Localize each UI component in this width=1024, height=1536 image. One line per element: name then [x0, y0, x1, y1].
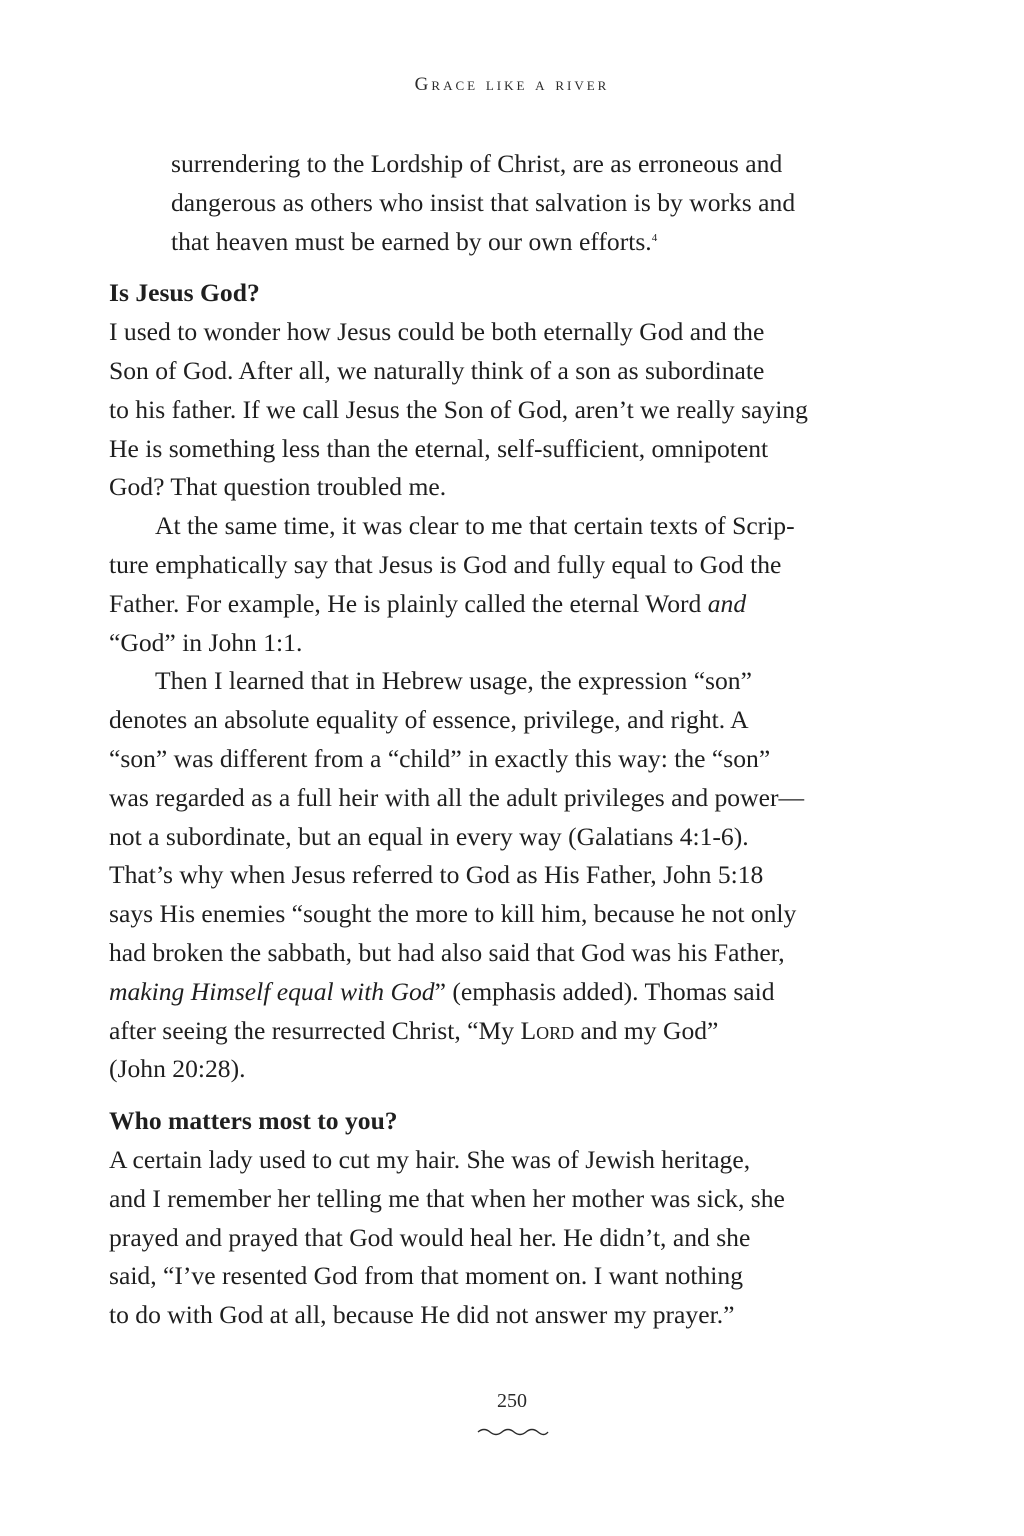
paragraph-text: and my God”	[574, 1015, 719, 1045]
section-heading-who-matters: Who matters most to you?	[109, 1106, 398, 1136]
paragraph-line: (John 20:28).	[109, 1054, 246, 1084]
paragraph-line: ture emphatically say that Jesus is God and fully equal to God the	[109, 549, 782, 579]
paragraph-line: God? That question troubled me.	[109, 472, 447, 502]
paragraph-line: to his father. If we call Jesus the Son of God, aren’t we really saying	[109, 394, 808, 424]
block-quote-line: surrendering to the Lordship of Christ, are as erroneous and	[171, 149, 783, 178]
paragraph-line: had broken the sabbath, but had also said that God was his Father,	[109, 937, 785, 967]
paragraph-line: I used to wonder how Jesus could be both eternally God and the	[109, 317, 765, 347]
body-text	[109, 145, 909, 1335]
paragraph-line	[109, 585, 909, 624]
paragraph-line: At the same time, it was clear to me that certain texts of Scrip-	[155, 511, 795, 541]
block-quote-line	[171, 223, 909, 262]
small-caps-text: Lord	[520, 1015, 575, 1045]
paragraph-line: Son of God. After all, we naturally think of a son as subordinate	[109, 355, 765, 385]
footnote-reference[interactable]: 4	[651, 231, 658, 244]
paragraph-line: That’s why when Jesus referred to God as His Father, John 5:18	[109, 860, 764, 890]
paragraph-line: “son” was different from a “child” in exactly this way: the “son”	[109, 743, 771, 773]
paragraph-line: not a subordinate, but an equal in every way (Galatians 4:1-6).	[109, 821, 749, 851]
page-number: 250	[497, 1390, 527, 1412]
block-quote-text: that heaven must be earned by our own efforts.	[171, 226, 652, 256]
block-quote	[171, 145, 909, 261]
paragraph-line: says His enemies “sought the more to kill him, because he not only	[109, 899, 797, 929]
paragraph-text: ” (emphasis added). Thomas said	[434, 976, 775, 1006]
paragraph-line	[109, 973, 909, 1012]
emphasis-text: making Himself equal with God	[109, 976, 435, 1006]
paragraph	[109, 662, 909, 1089]
section-heading-is-jesus-god: Is Jesus God?	[109, 278, 260, 308]
paragraph-line: prayed and prayed that God would heal her. He didn’t, and she	[109, 1222, 751, 1252]
paragraph-line: He is something less than the eternal, self-sufficient, omnipotent	[109, 433, 769, 463]
block-quote-line: dangerous as others who insist that salvation is by works and	[171, 187, 796, 217]
paragraph-line: said, “I’ve resented God from that moment on. I want nothing	[109, 1261, 743, 1291]
paragraph	[109, 507, 909, 662]
paragraph-text: after seeing the resurrected Christ, “My	[109, 1015, 521, 1045]
paragraph-line: and I remember her telling me that when her mother was sick, she	[109, 1183, 785, 1213]
emphasis-text: and	[707, 588, 747, 618]
paragraph-line: was regarded as a full heir with all the adult privileges and power—	[109, 782, 805, 812]
paragraph-line: A certain lady used to cut my hair. She was of Jewish heritage,	[109, 1144, 751, 1174]
wave-ornament-icon	[476, 1424, 550, 1438]
paragraph-line: denotes an absolute equality of essence, privilege, and right. A	[109, 705, 749, 735]
paragraph-line: “God” in John 1:1.	[109, 627, 303, 657]
paragraph-line: to do with God at all, because He did not answer my prayer.”	[109, 1300, 735, 1330]
paragraph	[109, 1141, 909, 1335]
paragraph-line: Then I learned that in Hebrew usage, the expression “son”	[155, 666, 752, 696]
paragraph	[109, 313, 909, 507]
running-head: Grace like a river	[414, 74, 610, 95]
paragraph-text: Father. For example, He is plainly called the eternal Word	[109, 588, 708, 618]
paragraph-line	[109, 1012, 909, 1051]
